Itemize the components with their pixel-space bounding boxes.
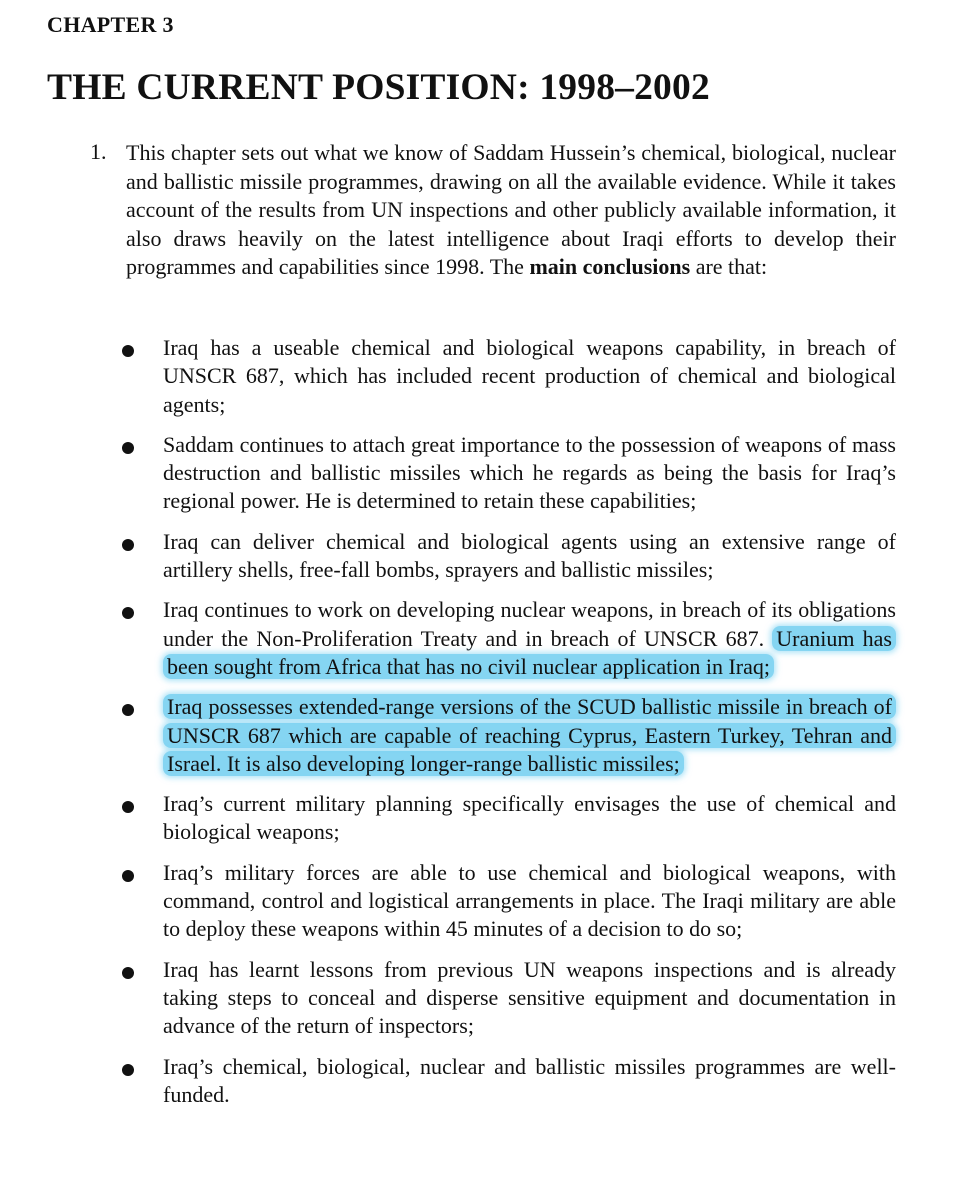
list-item-text: Iraq has learnt lessons from previous UN weapons inspections and is already taking steps to conceal and disperse sensitive equipment and documentation in advance of the return of inspectors; — [163, 956, 896, 1039]
highlighted-text: Uranium has been sought from Africa that has no civil nuclear application in Iraq; — [163, 626, 896, 679]
bullet-icon — [122, 967, 134, 979]
list-item — [120, 431, 896, 516]
bullet-icon — [122, 442, 134, 454]
list-item — [120, 596, 896, 681]
list-item — [120, 956, 896, 1041]
list-item-text: Saddam continues to attach great importance to the possession of weapons of mass destruction and ballistic missiles which he regards as being the basis for Iraq’s regional power. He is determined to retain these capabilities; — [163, 431, 896, 514]
list-item — [120, 528, 896, 585]
conclusions-list — [120, 334, 896, 1121]
list-item-text: Iraq’s military forces are able to use chemical and biological weapons, with command, control and logistical arrangements in place. The Iraqi military are able to deploy these weapons within 45 minutes of a decision to do so; — [163, 859, 896, 942]
list-item-text: Iraq’s current military planning specifically envisages the use of chemical and biological weapons; — [163, 791, 896, 845]
chapter-label: CHAPTER 3 — [47, 12, 174, 37]
bullet-icon — [122, 607, 134, 619]
bullet-icon — [122, 704, 134, 716]
paragraph-text-intro: This chapter sets out what we know of Saddam Hussein’s chemical, biological, nuclear and ballistic missile programmes, drawing on all the available evidence. While it takes account of the results from UN inspections and other publicly available information, it also draws heavily on the latest intelligence about Iraqi efforts to develop their programmes and capabilities since 1998. The — [126, 140, 896, 280]
list-item — [120, 693, 896, 778]
list-item-text: Iraq continues to work on developing nuclear weapons, in breach of its obligations under the Non-Proliferation Treaty and in breach of UNSCR 687. — [163, 597, 896, 651]
bullet-icon — [122, 345, 134, 357]
bullet-icon — [122, 801, 134, 813]
list-item — [120, 790, 896, 847]
list-item — [120, 334, 896, 419]
paragraph-number: 1. — [90, 139, 107, 164]
list-item-text: Iraq has a useable chemical and biological weapons capability, in breach of UNSCR 687, which has included recent production of chemical and biological agents; — [163, 335, 896, 417]
list-item — [120, 859, 896, 944]
list-item-text: Iraq can deliver chemical and biological agents using an extensive range of artillery shells, free-fall bombs, sprayers and ballistic missiles; — [163, 528, 896, 583]
list-item-text: Iraq’s chemical, biological, nuclear and ballistic missiles programmes are well-funded. — [163, 1053, 896, 1107]
highlighted-text: Iraq possesses extended-range versions of the SCUD ballistic missile in breach of UNSCR 687 which are capable of reaching Cyprus, Eastern Turkey, Tehran and Israel. It is also developing longer-range ballistic missiles; — [163, 694, 896, 776]
bullet-icon — [122, 1064, 134, 1076]
bullet-icon — [122, 870, 134, 882]
paragraph-text-outro: are that: — [690, 254, 768, 280]
chapter-title: THE CURRENT POSITION: 1998–2002 — [47, 67, 710, 108]
paragraph-bold-text: main conclusions — [529, 254, 691, 280]
bullet-icon — [122, 539, 134, 551]
paragraph-text — [126, 139, 896, 282]
list-item — [120, 1053, 896, 1110]
